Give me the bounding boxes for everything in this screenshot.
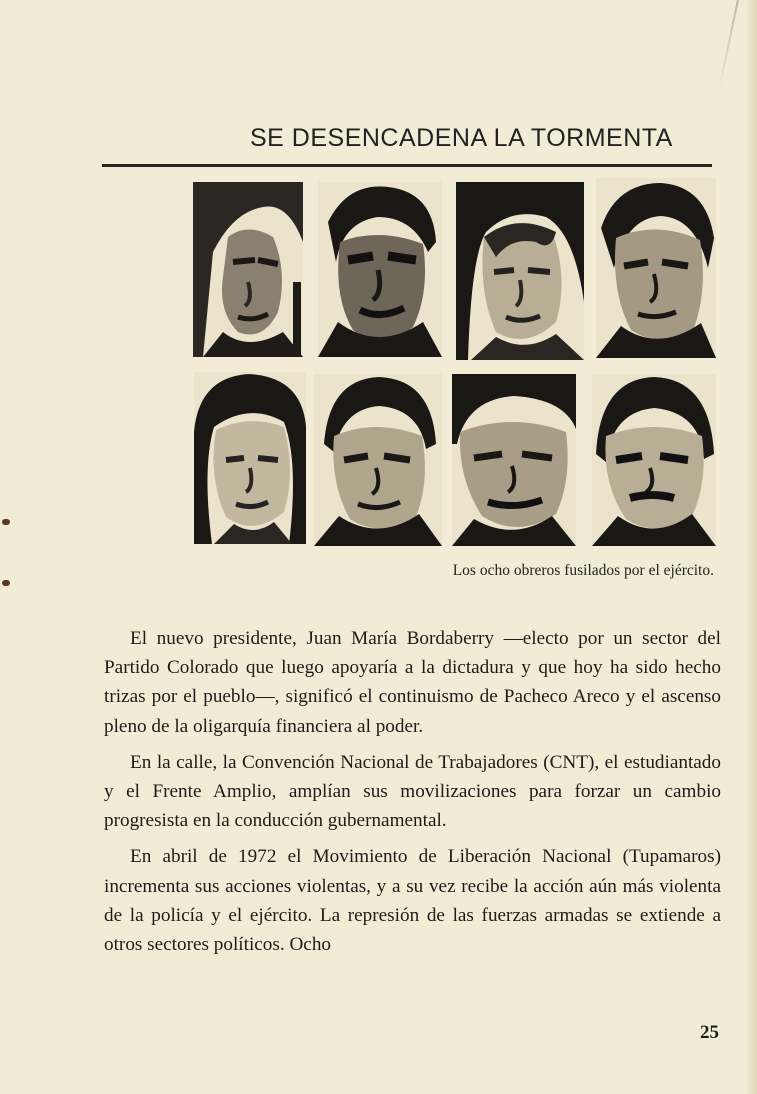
paragraph: En la calle, la Convención Nacional de Trabajadores (CNT), el estudiantado y el Frente Amplio, amplían sus movilizaciones para forzar un cambio progresista en la conducción gubernamental. — [104, 751, 721, 832]
chapter-title: SE DESENCADENA LA TORMENTA — [250, 124, 673, 152]
paragraph: El nuevo presidente, Juan María Bordaberry —electo por un sector del Partido Colorado que luego apoyaría a la dictadura y que hoy ha sido hecho trizas por el pueblo—, significó el continuismo de Pacheco Areco y el ascenso pleno de la oligarquía financiera al poder. — [104, 628, 721, 737]
portrait-photo-grid — [190, 178, 716, 546]
binding-stain — [2, 519, 10, 525]
binding-stain — [2, 580, 10, 586]
page-edge — [747, 0, 757, 1094]
portrait-6 — [314, 374, 442, 546]
portrait-4 — [596, 178, 716, 358]
portrait-7 — [452, 374, 576, 546]
title-rule — [102, 164, 712, 167]
body-text — [104, 624, 721, 966]
portrait-8 — [592, 374, 716, 546]
page-number: 25 — [700, 1022, 719, 1043]
portrait-5 — [194, 372, 306, 544]
portrait-3 — [456, 182, 584, 360]
page-fold-crease — [718, 0, 739, 88]
portrait-1 — [193, 182, 303, 357]
paragraph: En abril de 1972 el Movimiento de Liberación Nacional (Tupamaros) incrementa sus acciones violentas, y a su vez recibe la acción aún más violenta de la policía y el ejército. La represión de las fuerzas armadas se extiende a otros sectores políticos. Ocho — [104, 846, 721, 956]
portrait-2 — [318, 182, 442, 357]
photo-caption: Los ocho obreros fusilados por el ejército. — [452, 562, 714, 579]
